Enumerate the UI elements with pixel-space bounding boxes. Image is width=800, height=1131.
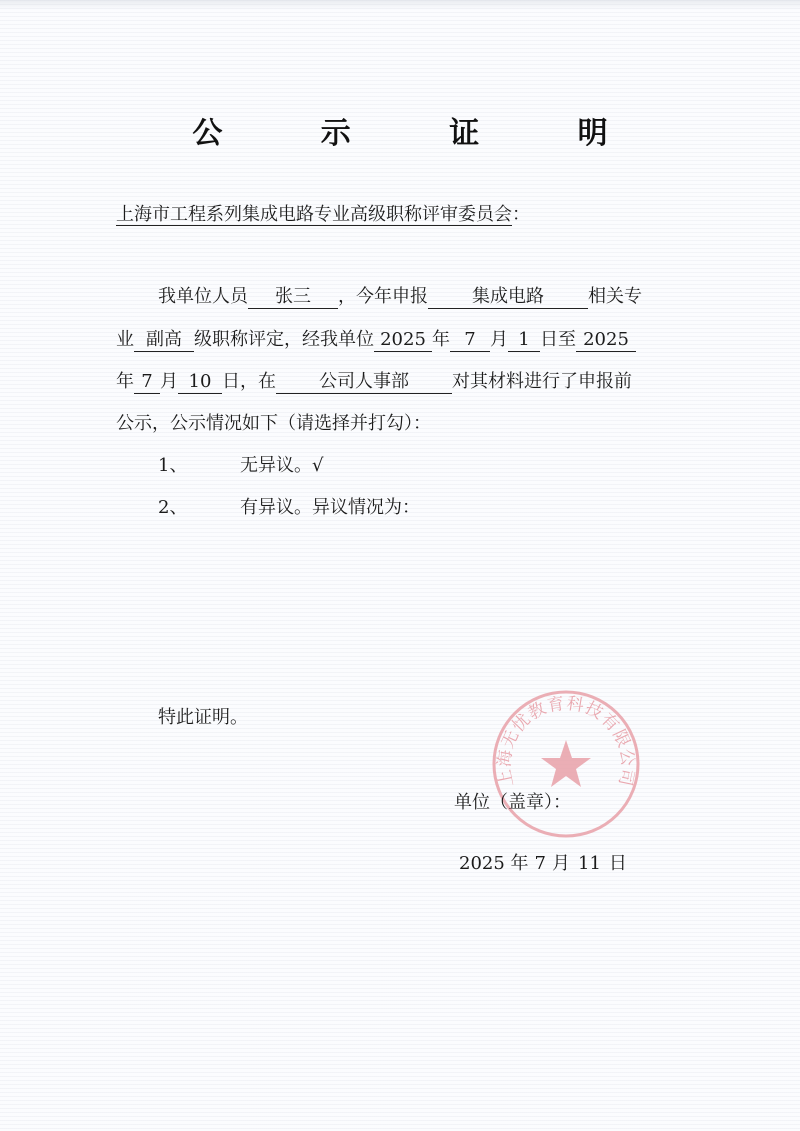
body-line-1 bbox=[158, 285, 642, 309]
addressee: 上海市工程系列集成电路专业高级职称评审委员会 bbox=[116, 204, 512, 225]
body-text: 级职称评定，经我单位 bbox=[194, 329, 374, 350]
option-2 bbox=[158, 496, 420, 520]
scan-edge bbox=[0, 0, 800, 10]
body-text: 日至 bbox=[540, 329, 576, 350]
option-text: 有异议。异议情况为： bbox=[240, 497, 420, 518]
body-line-4 bbox=[116, 412, 431, 436]
body-text: 我单位人员 bbox=[158, 286, 248, 307]
sign-day-char: 日 bbox=[608, 853, 627, 874]
sign-month-char: 月 bbox=[552, 853, 570, 874]
employee-name: 张三 bbox=[248, 286, 338, 309]
body-text: 相关专 bbox=[588, 286, 642, 307]
body-text: 公示，公示情况如下（请选择并打勾）： bbox=[116, 413, 431, 434]
body-line-3 bbox=[116, 370, 632, 394]
start-day: 1 bbox=[508, 329, 540, 352]
closing-text: 特此证明。 bbox=[158, 707, 248, 728]
start-month: 7 bbox=[450, 329, 490, 352]
company-seal bbox=[490, 688, 642, 840]
department: 公司人事部 bbox=[276, 371, 452, 394]
sign-date bbox=[459, 852, 627, 876]
end-month: 7 bbox=[134, 371, 160, 394]
specialty: 集成电路 bbox=[428, 286, 588, 309]
body-text: ，今年申报 bbox=[338, 286, 428, 307]
option-text: 无异议。√ bbox=[240, 455, 324, 476]
body-text: 日，在 bbox=[222, 371, 276, 392]
body-line-2 bbox=[116, 328, 636, 352]
document-title: 公 示 证 明 bbox=[192, 116, 652, 151]
sign-year-char: 年 bbox=[510, 853, 529, 874]
year-char: 年 bbox=[116, 371, 134, 392]
sign-day: 11 bbox=[578, 853, 601, 874]
option-index: 2、 bbox=[158, 497, 188, 518]
sign-year: 2025 bbox=[459, 853, 505, 874]
seal-text: 上海无忧教育科技有限公司 bbox=[494, 693, 638, 789]
body-text: 业 bbox=[116, 329, 134, 350]
year-char: 年 bbox=[432, 329, 450, 350]
option-1 bbox=[158, 454, 323, 478]
addressee-colon: ： bbox=[512, 204, 530, 225]
addressee-line bbox=[116, 203, 530, 227]
start-year: 2025 bbox=[374, 329, 432, 352]
seal-star-icon bbox=[541, 740, 591, 787]
body-text: 对其材料进行了申报前 bbox=[452, 371, 632, 392]
sign-month: 7 bbox=[534, 853, 546, 874]
month-char: 月 bbox=[490, 329, 508, 350]
end-day: 10 bbox=[178, 371, 222, 394]
signature-label: 单位（盖章）： bbox=[454, 792, 571, 813]
title-level: 副高 bbox=[134, 329, 194, 352]
option-index: 1、 bbox=[158, 455, 188, 476]
end-year: 2025 bbox=[576, 329, 636, 352]
month-char: 月 bbox=[160, 371, 178, 392]
